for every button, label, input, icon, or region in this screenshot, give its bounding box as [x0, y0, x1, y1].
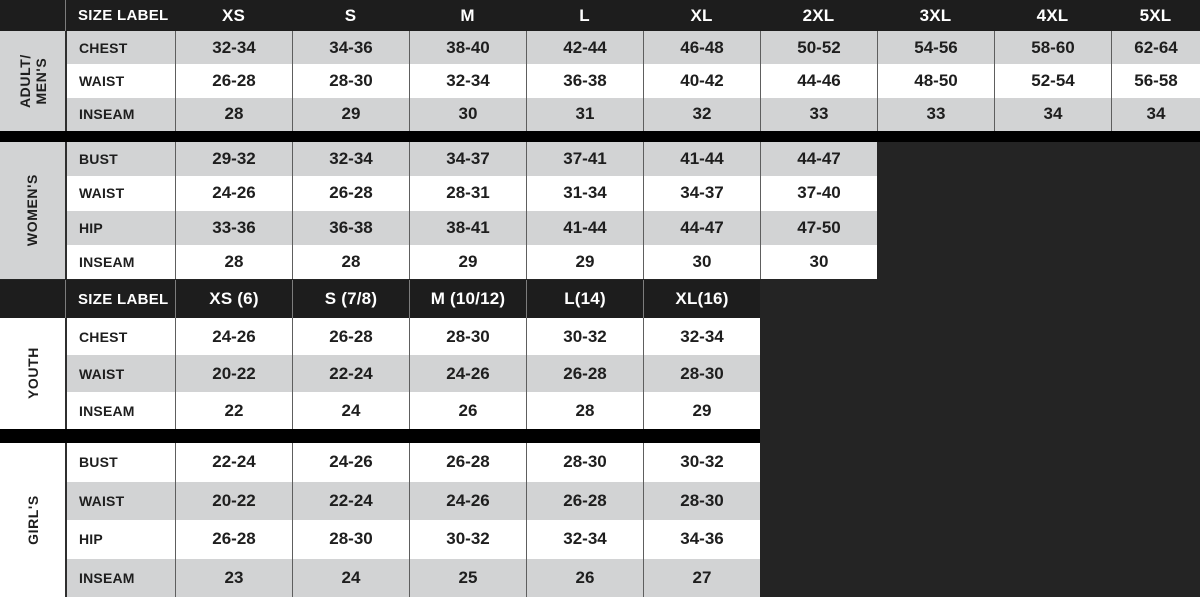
- size-value: 28-30: [526, 443, 643, 482]
- size-value: 26: [526, 559, 643, 597]
- size-value: 34: [1111, 98, 1200, 131]
- size-value: 33: [760, 98, 877, 131]
- size-column-header: XL(16): [643, 280, 760, 318]
- size-value: 44-46: [760, 64, 877, 97]
- size-value: 25: [409, 559, 526, 597]
- size-value: 30-32: [526, 318, 643, 355]
- size-column-header: 4XL: [994, 0, 1111, 31]
- row-label: INSEAM: [65, 245, 175, 279]
- size-value: 30: [760, 245, 877, 279]
- size-value: 28: [292, 245, 409, 279]
- size-value: 24-26: [175, 318, 292, 355]
- size-value: 38-40: [409, 31, 526, 64]
- size-value: 29-32: [175, 142, 292, 176]
- row-label: CHEST: [65, 31, 175, 64]
- size-value: 30: [643, 245, 760, 279]
- size-value: 56-58: [1111, 64, 1200, 97]
- size-value: 26: [409, 392, 526, 429]
- size-value: 32-34: [292, 142, 409, 176]
- size-label-header: SIZE LABEL: [65, 280, 175, 318]
- size-value: 41-44: [526, 211, 643, 245]
- size-column-header: S: [292, 0, 409, 31]
- size-value: 30-32: [409, 520, 526, 559]
- size-value: 20-22: [175, 355, 292, 392]
- size-value: 44-47: [643, 211, 760, 245]
- size-value: 22-24: [175, 443, 292, 482]
- size-column-header: M: [409, 0, 526, 31]
- size-value: 34-37: [643, 176, 760, 210]
- table-corner-cell: [0, 0, 65, 31]
- size-value: 28-30: [409, 318, 526, 355]
- size-column-header: 5XL: [1111, 0, 1200, 31]
- size-value: 32-34: [409, 64, 526, 97]
- row-label: INSEAM: [65, 559, 175, 597]
- size-value: 28-30: [292, 520, 409, 559]
- row-label: HIP: [65, 211, 175, 245]
- section-label: [0, 31, 65, 131]
- size-value: 26-28: [526, 482, 643, 521]
- size-value: 44-47: [760, 142, 877, 176]
- size-value: 27: [643, 559, 760, 597]
- size-value: 28: [175, 98, 292, 131]
- size-value: 26-28: [292, 176, 409, 210]
- size-table-adult: [0, 0, 1200, 131]
- size-value: 20-22: [175, 482, 292, 521]
- size-value: 26-28: [175, 520, 292, 559]
- size-value: 24: [292, 559, 409, 597]
- size-value: 34-37: [409, 142, 526, 176]
- size-table-girls: [0, 443, 760, 597]
- row-label: INSEAM: [65, 392, 175, 429]
- size-value: 40-42: [643, 64, 760, 97]
- size-value: 24-26: [175, 176, 292, 210]
- size-value: 29: [643, 392, 760, 429]
- size-value: 26-28: [175, 64, 292, 97]
- size-value: 52-54: [994, 64, 1111, 97]
- section-label-text: [24, 348, 40, 400]
- size-value: 48-50: [877, 64, 994, 97]
- size-value: 32: [643, 98, 760, 131]
- table-corner-cell: [0, 280, 65, 318]
- size-value: 28-30: [643, 355, 760, 392]
- size-value: 24: [292, 392, 409, 429]
- size-value: 26-28: [409, 443, 526, 482]
- size-value: 41-44: [643, 142, 760, 176]
- size-value: 47-50: [760, 211, 877, 245]
- size-label-header: SIZE LABEL: [65, 0, 175, 31]
- size-value: 62-64: [1111, 31, 1200, 64]
- size-value: 37-41: [526, 142, 643, 176]
- section-label: [0, 142, 65, 279]
- size-column-header: M (10/12): [409, 280, 526, 318]
- size-value: 34: [994, 98, 1111, 131]
- section-label-line: MEN'S: [32, 57, 49, 105]
- size-column-header: L(14): [526, 280, 643, 318]
- size-value: 33: [877, 98, 994, 131]
- section-label: [0, 318, 65, 429]
- size-value: 50-52: [760, 31, 877, 64]
- row-label: WAIST: [65, 64, 175, 97]
- row-label: WAIST: [65, 482, 175, 521]
- size-value: 42-44: [526, 31, 643, 64]
- size-value: 38-41: [409, 211, 526, 245]
- size-value: 34-36: [292, 31, 409, 64]
- size-column-header: XS (6): [175, 280, 292, 318]
- size-value: 28: [526, 392, 643, 429]
- row-label: BUST: [65, 443, 175, 482]
- size-value: 36-38: [526, 64, 643, 97]
- row-label: BUST: [65, 142, 175, 176]
- size-value: 46-48: [643, 31, 760, 64]
- size-value: 28-30: [643, 482, 760, 521]
- size-value: 22-24: [292, 482, 409, 521]
- row-label: WAIST: [65, 176, 175, 210]
- size-value: 33-36: [175, 211, 292, 245]
- section-label-line: WOMEN'S: [24, 174, 41, 247]
- size-column-header: XS: [175, 0, 292, 31]
- size-table-youth: [0, 280, 760, 429]
- size-column-header: L: [526, 0, 643, 31]
- size-value: 32-34: [175, 31, 292, 64]
- section-label-text: [24, 495, 40, 545]
- size-value: 29: [292, 98, 409, 131]
- section-label-line: ADULT/: [16, 54, 33, 108]
- row-label: WAIST: [65, 355, 175, 392]
- size-column-header: 2XL: [760, 0, 877, 31]
- size-value: 32-34: [526, 520, 643, 559]
- size-value: 31: [526, 98, 643, 131]
- size-value: 26-28: [292, 318, 409, 355]
- row-label: CHEST: [65, 318, 175, 355]
- section-label-line: GIRL'S: [24, 495, 41, 545]
- size-value: 37-40: [760, 176, 877, 210]
- size-value: 54-56: [877, 31, 994, 64]
- size-value: 24-26: [292, 443, 409, 482]
- size-value: 58-60: [994, 31, 1111, 64]
- size-value: 22: [175, 392, 292, 429]
- section-label-text: [16, 54, 48, 108]
- size-value: 26-28: [526, 355, 643, 392]
- size-value: 31-34: [526, 176, 643, 210]
- size-value: 29: [526, 245, 643, 279]
- size-value: 28-31: [409, 176, 526, 210]
- size-value: 24-26: [409, 482, 526, 521]
- size-value: 23: [175, 559, 292, 597]
- size-table-womens: [0, 142, 877, 279]
- section-divider: [0, 131, 1200, 142]
- row-label: HIP: [65, 520, 175, 559]
- size-value: 28-30: [292, 64, 409, 97]
- size-value: 29: [409, 245, 526, 279]
- size-column-header: 3XL: [877, 0, 994, 31]
- section-divider: [0, 429, 760, 443]
- section-label-line: YOUTH: [24, 347, 41, 400]
- size-value: 30-32: [643, 443, 760, 482]
- size-value: 24-26: [409, 355, 526, 392]
- size-value: 32-34: [643, 318, 760, 355]
- row-label: INSEAM: [65, 98, 175, 131]
- size-column-header: S (7/8): [292, 280, 409, 318]
- size-value: 36-38: [292, 211, 409, 245]
- size-value: 30: [409, 98, 526, 131]
- section-label-text: [24, 174, 40, 246]
- size-column-header: XL: [643, 0, 760, 31]
- section-label: [0, 443, 65, 597]
- size-value: 34-36: [643, 520, 760, 559]
- size-value: 22-24: [292, 355, 409, 392]
- size-value: 28: [175, 245, 292, 279]
